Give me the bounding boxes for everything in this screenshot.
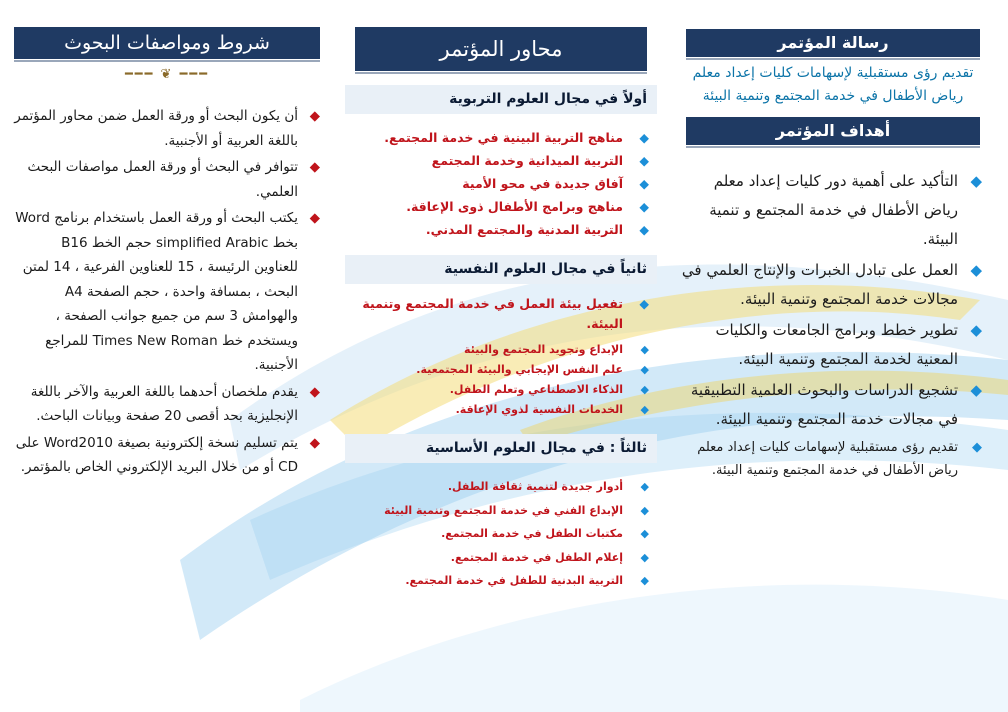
list-item [14,380,320,429]
list-item [680,167,986,254]
condition-text: يقدم ملخصان أحدهما باللغة العربية والآخر باللغة الإنجليزية بحد أقصى 20 صفحة وبيانات الباحث. [30,383,298,424]
condition-text: يكتب البحث أو ورقة العمل باستخدام برنامج Word بخط simplified Arabic حجم الخط B16 للعناوين الرئيسة ، 15 للعناوين الفرعية ، 14 لمتن البحث ، بمسافة واحدة ، حجم الصفحة A4 والهوامش 3 سم من جميع جوانب الصفحة ، ويستخدم خط Times New Roman للمراجع الأجنبية. [15,210,298,373]
diamond-bullet-icon: ◆ [970,172,982,190]
list-item [680,316,986,374]
research-conditions-panel [14,0,320,712]
condition-text: تتوافر في البحث أو ورقة العمل مواصفات البحث العلمي. [27,159,298,200]
goals-title: أهداف المؤتمر [775,121,891,140]
goal-text: العمل على تبادل الخبرات والإنتاج العلمي في مجالات خدمة المجتمع وتنمية البيئة. [681,261,958,308]
diamond-bullet-icon: ◆ [639,222,649,237]
list-item [680,436,986,482]
diamond-bullet-icon: ◆ [309,108,320,124]
axis-item-text: الخدمات النفسية لذوي الإعاقة. [455,403,623,416]
list-item [345,195,657,218]
research-conditions-list [14,104,320,480]
list-item [14,206,320,378]
ornament-divider: ━━━ ❦ ━━━ [124,67,210,82]
axis-item-text: الإبداع وتجويد المجتمع والبيئة [464,343,623,356]
axis-item-text: تفعيل بيئة العمل في خدمة المجتمع وتنمية البيئة. [362,296,623,331]
conference-axes-panel [345,0,657,712]
axis-item-text: مناهج التربية البينية في خدمة المجتمع. [384,130,623,145]
diamond-bullet-icon: ◆ [639,130,649,145]
list-item [345,218,657,241]
diamond-bullet-icon: ◆ [972,440,982,455]
section-title-text: أولاً في مجال العلوم التربوية [449,91,647,107]
diamond-bullet-icon: ◆ [640,550,649,564]
list-item [680,376,986,434]
diamond-bullet-icon: ◆ [639,176,649,191]
list-item [345,569,657,593]
mission-title: رسالة المؤتمر [777,33,889,52]
goal-text: تقديم رؤى مستقبلية لإسهامات كليات إعداد معلم رياض الأطفال في خدمة المجتمع وتنمية البيئة. [697,440,958,478]
list-item [345,546,657,570]
list-item [14,431,320,480]
condition-text: يتم تسليم نسخة إلكترونية بصيغة Word2010 على CD أو من خلال البريد الإلكتروني الخاص بالمؤتمر. [15,434,298,475]
list-item [14,155,320,204]
diamond-bullet-icon: ◆ [970,381,982,399]
list-item [14,104,320,153]
diamond-bullet-icon: ◆ [639,153,649,168]
diamond-bullet-icon: ◆ [639,296,649,311]
mission-goals-panel [680,0,986,712]
goals-list [680,167,986,482]
diamond-bullet-icon: ◆ [640,383,649,396]
condition-text: أن يكون البحث أو ورقة العمل ضمن محاور المؤتمر باللغة العربية أو الأجنبية. [14,108,298,149]
conference-axes-title: محاور المؤتمر [439,37,563,61]
diamond-bullet-icon: ◆ [640,480,649,493]
goal-text: التأكيد على أهمية دور كليات إعداد معلم رياض الأطفال في خدمة المجتمع و تنمية البيئة. [709,172,958,248]
axis-items-list [345,475,657,593]
axis-item-text: مناهج وبرامج الأطفال ذوى الإعاقة. [406,199,623,214]
list-item [345,340,657,360]
section-title-text: ثانياً في مجال العلوم النفسية [444,261,647,277]
axis-item-text: آفاق جديدة في محو الأمية [462,176,623,191]
diamond-bullet-icon: ◆ [309,159,320,175]
axis-item-text: مكتبات الطفل في خدمة المجتمع. [441,527,623,540]
diamond-bullet-icon: ◆ [640,503,649,517]
axis-item-text: الذكاء الاصطناعي وتعلم الطفل. [449,383,623,396]
axis-section-title [345,85,657,114]
axis-item-text: علم النفس الإيجابي والبيئة المجتمعية. [416,363,623,376]
axis-item-text: الإبداع الفني في خدمة المجتمع وتنمية البيئة [384,503,623,517]
conference-axes-header [355,27,647,71]
list-item [345,522,657,546]
goals-header [686,117,980,145]
axis-item-text: التربية المدنية والمجتمع المدني. [425,222,623,237]
axis-section-title [345,434,657,463]
goal-text: تشجيع الدراسات والبحوث العلمية التطبيقية في مجالات خدمة المجتمع وتنمية البيئة. [690,381,958,428]
list-item [345,475,657,499]
diamond-bullet-icon: ◆ [640,574,649,587]
axis-item-text: أدوار جديدة لتنمية ثقافة الطفل. [447,480,623,493]
research-conditions-header [14,27,320,59]
axis-items-list [345,294,657,420]
diamond-bullet-icon: ◆ [640,527,649,540]
list-item [345,360,657,380]
diamond-bullet-icon: ◆ [640,403,649,416]
list-item [680,256,986,314]
list-item [345,294,657,334]
research-conditions-title: شروط ومواصفات البحوث [64,32,270,54]
diamond-bullet-icon: ◆ [309,210,320,226]
mission-text: تقديم رؤى مستقبلية لإسهامات كليات إعداد معلم رياض الأطفال في خدمة المجتمع وتنمية البيئة [692,65,974,104]
diamond-bullet-icon: ◆ [309,434,320,451]
list-item [345,126,657,149]
diamond-bullet-icon: ◆ [970,321,982,339]
section-title-text: ثالثاً : في مجال العلوم الأساسية [425,440,647,456]
list-item [345,499,657,523]
list-item [345,400,657,420]
goal-text: تطوير خطط وبرامج الجامعات والكليات المعنية لخدمة المجتمع وتنمية البيئة. [715,321,958,368]
axis-item-text: التربية البدنية للطفل في خدمة المجتمع. [405,574,623,587]
diamond-bullet-icon: ◆ [640,343,649,356]
diamond-bullet-icon: ◆ [309,383,320,400]
list-item [345,172,657,195]
diamond-bullet-icon: ◆ [639,199,649,214]
diamond-bullet-icon: ◆ [640,363,649,376]
mission-header [686,29,980,57]
axis-item-text: التربية الميدانية وخدمة المجتمع [431,153,623,168]
axis-section-title [345,255,657,284]
list-item [345,149,657,172]
axis-item-text: إعلام الطفل في خدمة المجتمع. [450,550,623,564]
diamond-bullet-icon: ◆ [970,261,982,279]
axis-items-list [345,126,657,241]
list-item [345,380,657,400]
